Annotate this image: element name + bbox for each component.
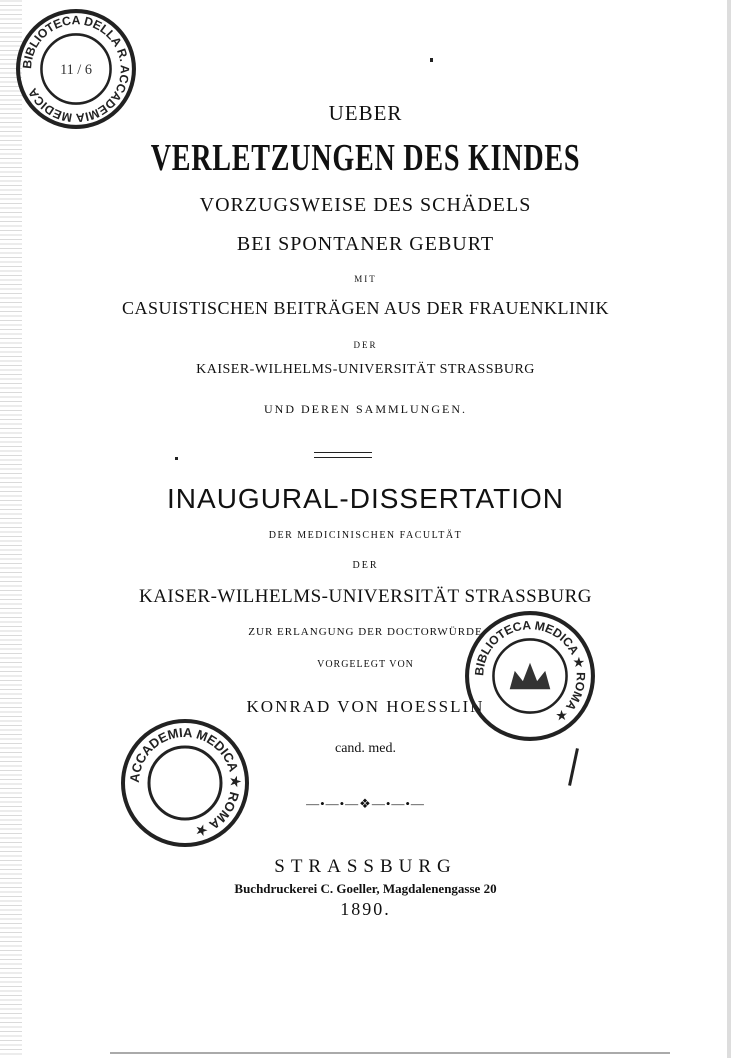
text-doctorwuerde: ZUR ERLANGUNG DER DOCTORWÜRDE — [248, 626, 483, 638]
author-name: KONRAD VON HOESSLIN — [246, 697, 485, 716]
text-der: DER — [352, 560, 379, 571]
heading-dissertation: INAUGURAL-DISSERTATION — [167, 483, 564, 514]
svg-text:ACCADEMIA MEDICA ★ ROMA ★ — [127, 725, 243, 840]
subtitle-der: DER — [353, 340, 378, 350]
subtitle-university: KAISER-WILHELMS-UNIVERSITÄT STRASSBURG — [196, 362, 535, 377]
subtitle-casuistischen: CASUISTISCHEN BEITRÄGEN AUS DER FRAUENKLINIK — [121, 298, 609, 318]
author-degree: cand. med. — [334, 741, 397, 756]
ornament-divider: —•—•—❖—•—•— — [306, 796, 425, 811]
title-ueber: UEBER — [328, 101, 403, 125]
imprint-year: 1890. — [340, 899, 391, 919]
imprint-printer: Buchdruckerei C. Goeller, Magdalenengasse 20 — [234, 881, 497, 896]
stamp-mid-text: BIBLIOTECA MEDICA ★ ROMA ★ — [472, 618, 588, 725]
stamp-top-center: 11 / 6 — [60, 62, 92, 79]
imprint-city: STRASSBURG — [274, 856, 457, 877]
ink-dot — [430, 58, 433, 62]
text-vorgelegt: VORGELEGT VON — [317, 659, 414, 670]
divider-rule — [314, 452, 372, 458]
text-faculty: DER MEDICINISCHEN FACULTÄT — [268, 530, 463, 541]
subtitle-sammlungen: UND DEREN SAMMLUNGEN. — [264, 402, 467, 416]
library-stamp-roma — [464, 610, 596, 742]
ink-dot-2 — [175, 457, 178, 460]
stamp-top-text: BIBLIOTECA DELLA R. ACCADEMIA MEDICA — [20, 13, 132, 125]
stamp-low-text: ACCADEMIA MEDICA ★ ROMA ★ — [126, 724, 244, 840]
subtitle-vorzugsweise: VORZUGSWEISE DES SCHÄDELS — [199, 194, 532, 216]
page-bottom-edge — [110, 1052, 670, 1054]
subtitle-mit: MIT — [354, 274, 377, 284]
subtitle-geburt: BEI SPONTANER GEBURT — [236, 233, 495, 255]
title-main: VERLETZUNGEN DES KINDES — [150, 137, 581, 179]
text-university: KAISER-WILHELMS-UNIVERSITÄT STRASSBURG — [138, 586, 593, 607]
accademia-stamp — [120, 718, 250, 848]
